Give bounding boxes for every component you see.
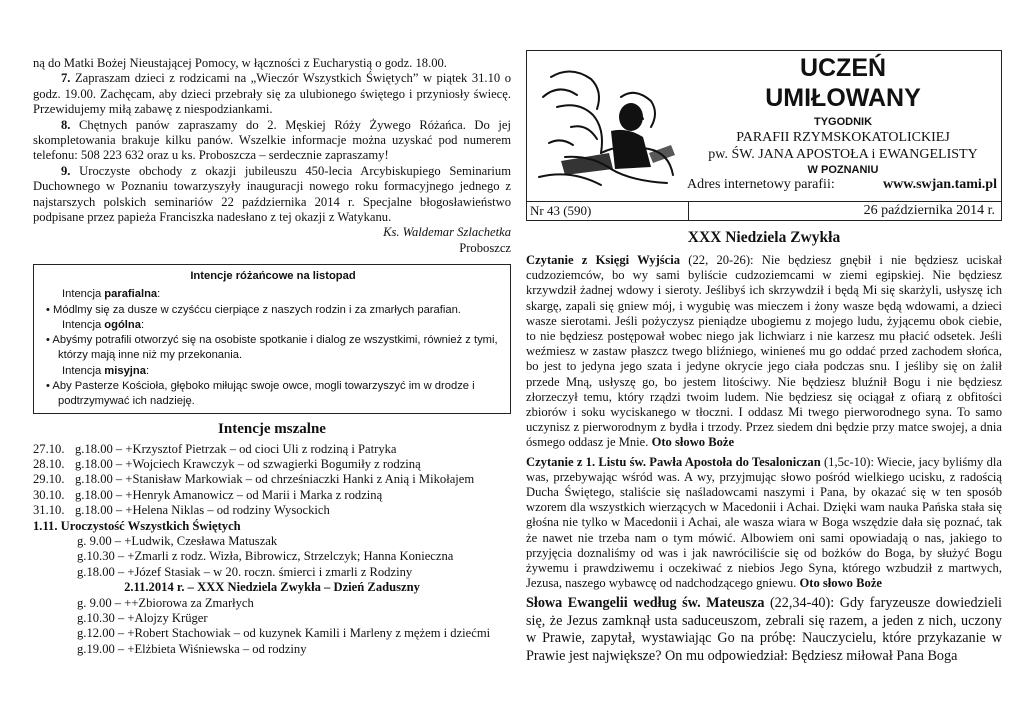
announcement-text: Chętnych panów zapraszamy do 2. Męskiej Róży Żywego Różańca. Do jej skompletowania brakuje kilku panów. Wszelkie informacje można uzyskać pod numerem telefonu: 508 223 632 oraz u ks. Proboszcza – serdecznie zapraszamy! <box>33 117 511 163</box>
mission-intention: • Aby Pasterze Kościoła, głęboko miłując swoje owce, mogli towarzyszyć im w drodze i podtrzymywać ich nadzieję. <box>46 379 475 407</box>
pastor-signature: Ks. Waldemar Szlachetka <box>383 225 511 240</box>
sunday-title: XXX Niedziela Zwykła <box>687 229 841 246</box>
first-reading: Czytanie z Księgi Wyjścia (22, 20-26): Nie będziesz gnębił i nie będziesz uciskał cudzoziemców, bo wy sami byliście cudzoziemcami w ziemi egipskiej. Nie będziesz krzywdził żadnej wdowy i sieroty. Jeślibyś ich skrzywdził i będą Mi się skarżyli, usłyszę ich skargę, zapali się gniew mój, i wygubię was mieczem i żony wasze będą wdowami, a dzieci wasze sierotami. Jeśli pożyczysz pieniądze ubogiemu z mojego ludu, żyjącemu obok ciebie, to nie będziesz postępował wobec niego jak lichwiarz i nie karzesz mu płacić odsetek. Jeśli weźmiesz w zastaw płaszcz twego bliźniego, winieneś mu go oddać przed zachodem słońca, bo jest to jedyna jego szata i jedyne okrycie jego ciała podczas snu. I jeśliby się on żalił przede Mną, usłyszę go, bo jestem litościwy. Nie będziesz bluźnił Bogu i nie będziesz złorzeczył temu, który rządzi twoim ludem. Nie będziesz się ociągał z ofiarą z obfitości zbiorów i soku wyciskanego w tłoczni. I oddasz Mi twego pierworodnego syna. To samo uczynisz z pierworodnym z bydła i trzody. Przez siedem dni będzie przy matce swojej, a dnia ósmego oddasz je Mnie. Oto słowo Boże <box>526 253 1002 450</box>
parish-city: W POZNANIU <box>807 164 879 176</box>
mass-row: 27.10. g.18.00 – +Krzysztof Pietrzak – od cioci Uli z rodziną i Patryka <box>33 441 397 456</box>
announcement-8 <box>33 118 511 164</box>
mass-row: 31.10. g.18.00 – +Helena Niklas – od rodziny Wysockich <box>33 503 330 518</box>
announcement-number: 8. <box>61 117 71 132</box>
mass-row: g.10.30 – +Zmarli z rodz. Wizła, Bibrowicz, Strzelczyk; Hanna Konieczna <box>77 549 454 564</box>
parish-patron: pw. ŚW. JANA APOSTOŁA i EWANGELISTY <box>708 147 978 162</box>
announcement-continuation: ną do Matki Bożej Nieustającej Pomocy, w łączności z Eucharystią o godz. 18.00. <box>33 56 447 70</box>
weekly-label: TYGODNIK <box>813 116 873 128</box>
issue-date: 26 października 2014 r. <box>863 203 995 218</box>
all-souls-heading: 2.11.2014 r. – XXX Niedziela Zwykła – Dzień Zaduszny <box>124 580 420 595</box>
mass-intentions-title: Intencje mszalne <box>218 421 326 438</box>
masthead <box>526 50 1002 202</box>
mass-row: g.19.00 – +Elżbieta Wiśniewska – od rodziny <box>77 641 307 656</box>
mass-row: g.12.00 – +Robert Stachowiak – od kuzynek Kamili i Marleny z mężem i dziećmi <box>77 626 491 641</box>
right-column <box>526 50 1002 669</box>
issue-number: Nr 43 (590) <box>527 202 689 220</box>
announcement-text: Uroczyste obchody z okazji jubileuszu 450-lecia Arcybiskupiego Seminarium Duchownego w Poznaniu towarzyszyły inauguracji nowego roku formacyjnego jednego z najstarszych polskich seminariów 22 października 2014 r. Specjalne błogosławieństwo podpisane przez papieża Franciszka nadesłano z tej okazji z Watykanu. <box>33 163 511 225</box>
general-intention: • Abyśmy potrafili otworzyć się na osobiste spotkanie i dialog ze wszystkimi, również z tymi, którzy mają inne niż my przekonania. <box>46 334 498 362</box>
mass-row: g. 9.00 – +Ludwik, Czesława Matuszak <box>77 533 278 548</box>
announcement-number: 7. <box>61 71 71 86</box>
parish-website-link[interactable]: www.swjan.tami.pl <box>883 177 997 192</box>
second-reading: Czytanie z 1. Listu św. Pawła Apostoła do Tesaloniczan (1,5c-10): Wiecie, jacy byliśmy dla was, przebywając wśród was. A wy, przyjmując słowo pośród wielkiego ucisku, z radością Ducha Świętego, staliście się naśladowcami naszymi i Pana, by okazać się w ten sposób wzorem dla wszystkich wierzących w Macedonii i Achai. Dzięki wam nauka Pańska stała się głośna nie tylko w Macedonii i Achai, ale wasza wiara w Boga wszędzie dała się poznać, tak że nawet nie trzeba nam o tym mówić. Albowiem oni sami opowiadają o nas, jakiego to przyjęcia doznaliśmy od was i jak nawróciliście się od bożków do Boga, by służyć Bogu żywemu i prawdziwemu i oczekiwać z niebios Jego Syna, którego wzbudził z martwych, Jezusa, naszego wybawcę od nadchodzącego gniewu. Oto słowo Boże <box>526 454 1002 591</box>
left-column <box>33 56 511 657</box>
saint-john-illustration <box>531 57 679 197</box>
all-saints-heading: 1.11. Uroczystość Wszystkich Świętych <box>33 518 241 533</box>
mass-row: 29.10. g.18.00 – +Stanisław Markowiak – od chrześniaczki Hanki z Anią i Mikołajem <box>33 472 475 487</box>
mass-row: 30.10. g.18.00 – +Henryk Amanowicz – od Marii i Marka z rodziną <box>33 487 383 502</box>
parish-address <box>687 177 997 193</box>
announcement-9 <box>33 164 511 226</box>
general-intention-label: Intencja ogólna: <box>62 318 145 331</box>
parish-name: PARAFII RZYMSKOKATOLICKIEJ <box>736 130 950 145</box>
gospel-reading: Słowa Ewangelii według św. Mateusza (22,34-40): Gdy faryzeusze dowiedzieli się, że Jezus zamknął usta saduceuszom, zebrali się razem, a jeden z nich, uczony w Prawie, zapytał, wystawiając Go na próbę: Nauczycielu, które przykazanie w Prawie jest największe? On mu odpowiedział: Będziesz miłował Pana Boga <box>526 595 1002 664</box>
mass-row: g. 9.00 – ++Zbiorowa za Zmarłych <box>77 595 254 610</box>
issue-info-row <box>526 202 1002 221</box>
mass-list <box>33 442 511 658</box>
mission-intention-label: Intencja misyjna: <box>62 364 150 377</box>
parish-intention-label: Intencja parafialna: <box>62 288 161 301</box>
mass-row: 28.10. g.18.00 – +Wojciech Krawczyk – od szwagierki Bogumiły z rodziną <box>33 456 421 471</box>
newsletter-title-line1: UCZEŃ <box>799 54 887 82</box>
address-label: Adres internetowy parafii: <box>687 177 835 192</box>
mass-row: g.18.00 – +Józef Stasiak – w 20. roczn. śmierci i zmarli z Rodziny <box>77 564 413 579</box>
announcement-text: Zapraszam dzieci z rodzicami na „Wieczór Wszystkich Świętych” w piątek 31.10 o godz. 19.00. Zachęcam, aby dzieci przebrały się za ulubionego świętego i przyniosły świecę. Przewidujemy miłą zabawę z niespodziankami. <box>33 71 511 117</box>
pastor-role: Proboszcz <box>459 240 511 255</box>
rosary-box-title: Intencje różańcowe na listopad <box>190 270 356 283</box>
announcement-7 <box>33 71 511 117</box>
newsletter-title-line2: UMIŁOWANY <box>765 84 921 112</box>
parish-intention: • Módlmy się za dusze w czyśćcu cierpiące z naszych rodzin i za zmarłych parafian. <box>46 303 461 316</box>
rosary-intentions-box <box>33 264 511 414</box>
masthead-titles <box>687 53 999 177</box>
announcement-number: 9. <box>61 163 71 178</box>
mass-row: g.10.30 – +Alojzy Krüger <box>77 610 208 625</box>
